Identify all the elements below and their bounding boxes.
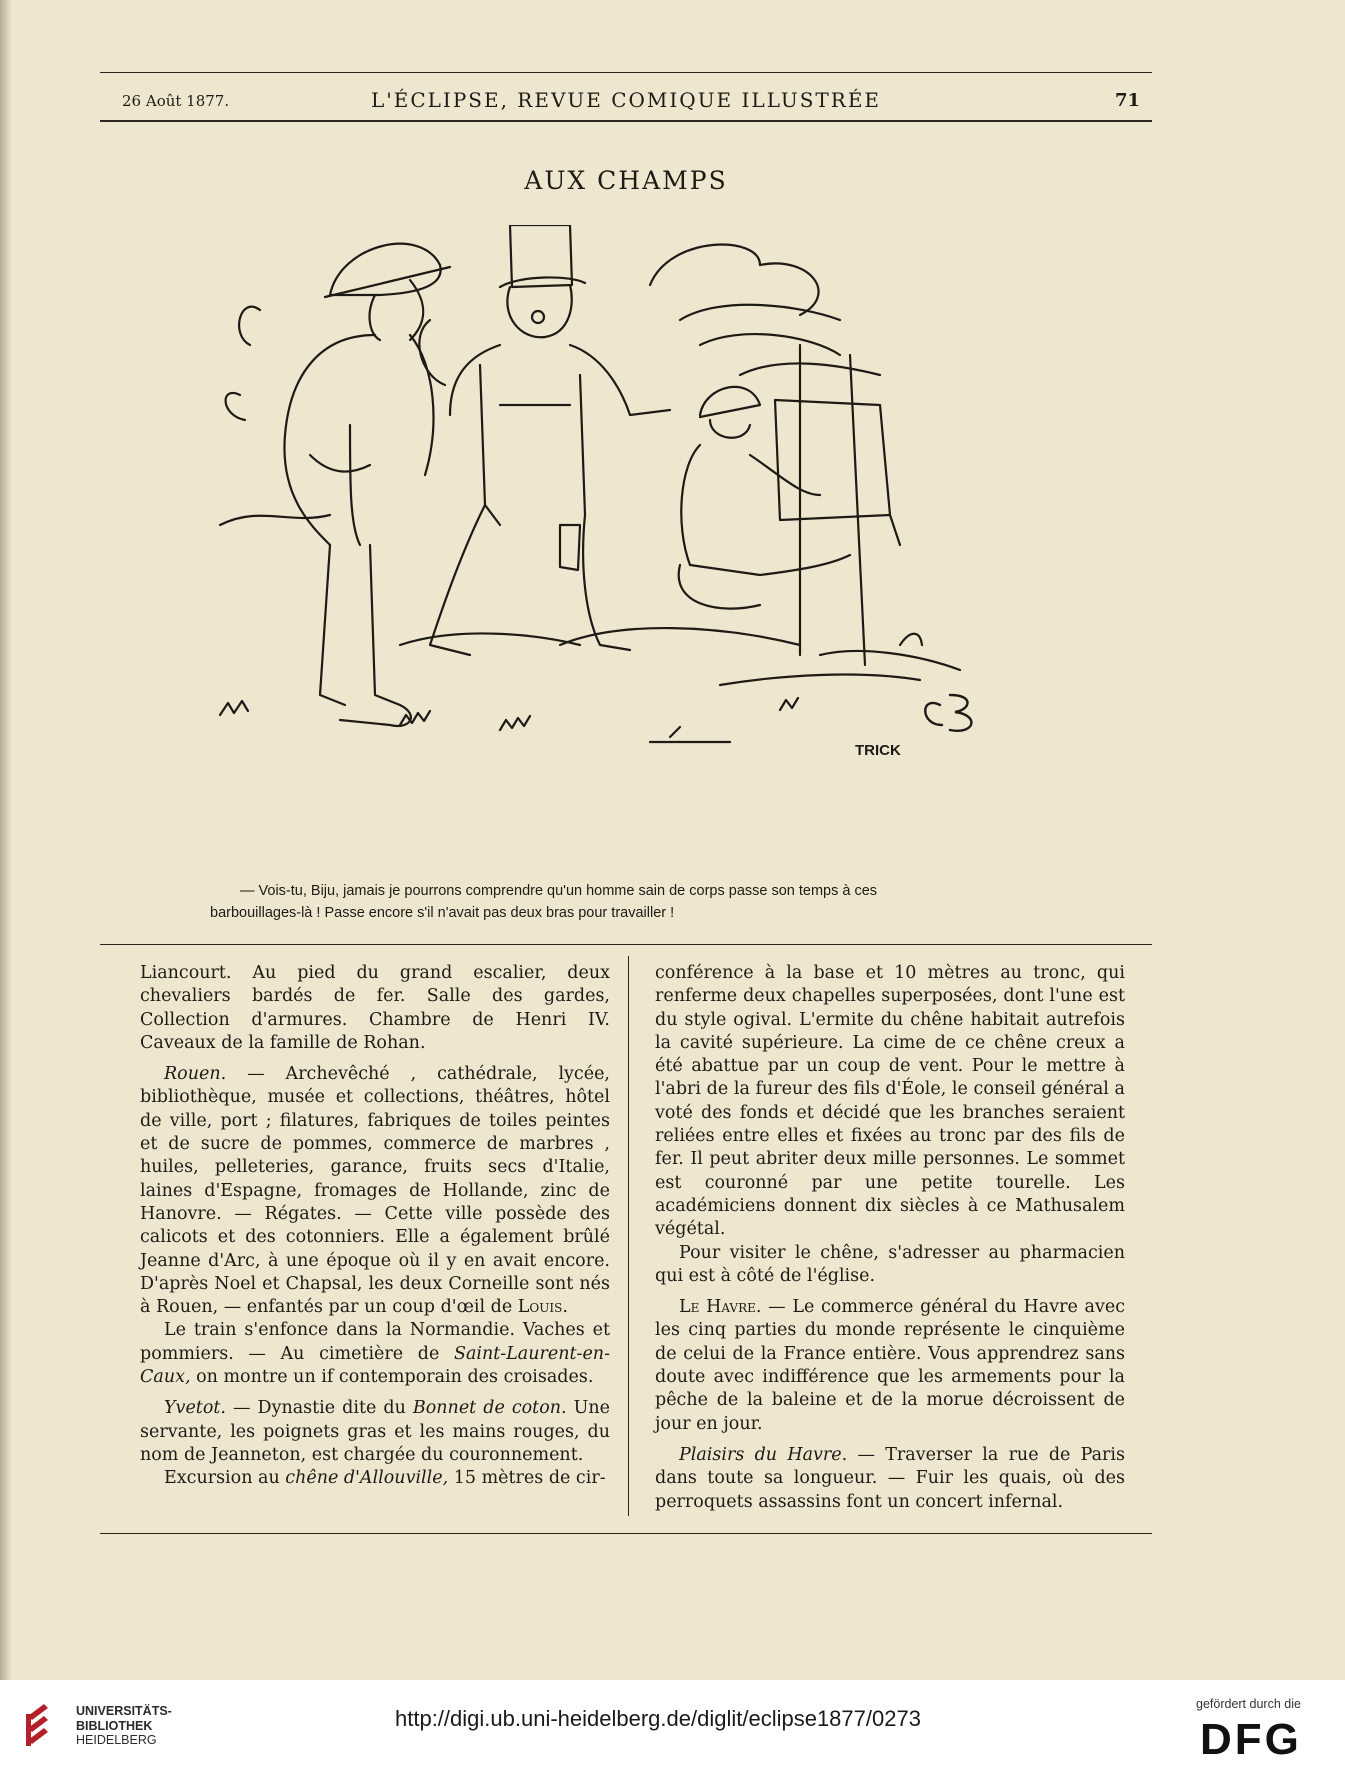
place-name: Saint-Laurent-en-Caux, xyxy=(140,1343,610,1388)
permalink-url[interactable]: http://digi.ub.uni-heidelberg.de/diglit/eclipse1877/0273 xyxy=(395,1706,921,1731)
paragraph-text: — Le commerce général du Havre avec les cinq parties du monde représente le cinquième de celui de la France entière. Vous apprendrez sans doute avec indifférence que les armements pour la pêche de la baleine et de la morue décroissent de jour en jour. xyxy=(655,1297,1125,1434)
issue-date: 26 Août 1877. xyxy=(122,92,230,110)
institution-name xyxy=(76,1704,172,1748)
cartoon-caption xyxy=(210,880,1060,924)
italic-phrase: Bonnet de coton. xyxy=(412,1398,567,1419)
paragraph: Liancourt. Au pied du grand escalier, deux chevaliers bardés de fer. Salle des gardes, Collection d'armures. Chambre de Henri IV. Caveaux de la famille de Rohan. xyxy=(140,963,610,1053)
place-name: Le Havre. xyxy=(679,1297,762,1318)
paragraph-text: — Traverser la rue de Paris dans toute sa longueur. — Fuir les quais, où des perroquets assassins font un concert infernal. xyxy=(655,1444,1126,1512)
paragraph-text: on montre un if contemporain des croisades. xyxy=(190,1367,594,1388)
paragraph-text: Une servante, les poignets gras et les mains rouges, du nom de Jeanneton, est chargée du couronnement. xyxy=(140,1398,610,1465)
cartoon-illustration xyxy=(200,225,1080,865)
caption-line-2: barbouillages-là ! Passe encore s'il n'avait pas deux bras pour travailler ! xyxy=(210,905,675,921)
page-number: 71 xyxy=(1114,90,1140,111)
paragraph-allouville xyxy=(140,1467,610,1490)
funding-label: gefördert durch die xyxy=(1196,1697,1301,1711)
dfg-logo: DFG xyxy=(1200,1715,1302,1764)
cartoon-title: AUX CHAMPS xyxy=(524,166,728,195)
ground-sketch xyxy=(220,515,960,742)
paragraph-rouen xyxy=(140,1063,610,1319)
paragraph-text: — Archevêché , cathédrale, lycée, bibliothèque, musée et collections, théâtres, hôtel de ville, port ; filatures, fabriques de toiles peintes et de sucre de pommes, commerce de marbres , huiles, pelleteries, garance, fruits secs d'Italie, laines d'Espagne, fromages de Hollande, zinc de Hanovre. — Régates. — Cette ville possède des calicots et des cotonniers. Elle a également brûlé Jeanne d'Arc, à une époque où il y en avait encore. D'après Noel et Chapsal, les deux Corneille sont nés à Rouen, — enfantés par un coup d'œil de xyxy=(140,1064,610,1318)
section-rule xyxy=(100,944,1152,945)
painter-at-easel xyxy=(679,345,900,665)
institution-line: BIBLIOTHEK xyxy=(76,1718,153,1733)
institution-line: HEIDELBERG xyxy=(76,1733,157,1747)
paragraph-text: Le train s'enfonce dans la Normandie. Vaches et pommiers. — Au cimetière de xyxy=(140,1320,610,1364)
paragraph: conférence à la base et 10 mètres au tronc, qui renferme deux chapelles superposées, dont l'une est du style ogival. L'ermite du chêne habitait autrefois la cavité supérieure. La cime de ce chêne creux a été abattue par un coup de vent. Pour le mettre à l'abri de la fureur des fils d'Éole, le conseil général a voté des fonds et décidé que les branches seraient reliées entre elles et fixées au tronc par des fils de fer. Il peut abriter deux mille personnes. Le sommet est couronné par une petite tourelle. Les académiciens donnent dix siècles à ce Mathusalem végétal. xyxy=(655,963,1125,1240)
italic-phrase: Plaisirs du Havre. xyxy=(679,1444,848,1465)
signature-text: TRICK xyxy=(855,742,901,759)
paragraph-yvetot xyxy=(140,1397,610,1467)
running-head xyxy=(100,78,1152,122)
paragraph: Pour visiter le chêne, s'adresser au pharmacien qui est à côté de l'église. xyxy=(655,1242,1125,1286)
paragraph-havre xyxy=(655,1296,1125,1436)
right-column xyxy=(655,962,1125,1514)
paragraph-plaisirs xyxy=(655,1444,1125,1514)
caption-line-1: — Vois-tu, Biju, jamais je pourrons comprendre qu'un homme sain de corps passe son temps à ces xyxy=(240,883,878,899)
cloud-sketch xyxy=(226,245,880,420)
page-edge-shadow xyxy=(0,0,12,1680)
farmer-tophat xyxy=(419,225,670,655)
paragraph-text: 15 mètres de cir- xyxy=(448,1468,606,1489)
university-library-logo-icon xyxy=(18,1700,70,1752)
farmer-back xyxy=(284,244,450,726)
artist-signature xyxy=(925,695,971,731)
journal-title: L'ÉCLIPSE, REVUE COMIQUE ILLUSTRÉE xyxy=(370,88,882,112)
paragraph-text: — Dynastie dite du xyxy=(225,1398,413,1419)
place-name: Rouen. xyxy=(164,1064,227,1085)
paragraph-normandie xyxy=(140,1319,610,1389)
name-smallcaps: Louis. xyxy=(517,1297,568,1318)
left-column xyxy=(140,962,610,1491)
column-rule xyxy=(628,956,629,1516)
italic-phrase: chêne d'Allouville, xyxy=(285,1468,449,1489)
place-name: Yvetot. xyxy=(164,1398,226,1419)
institution-line: UNIVERSITÄTS- xyxy=(76,1704,172,1718)
paragraph-text: Excursion au xyxy=(164,1468,286,1489)
